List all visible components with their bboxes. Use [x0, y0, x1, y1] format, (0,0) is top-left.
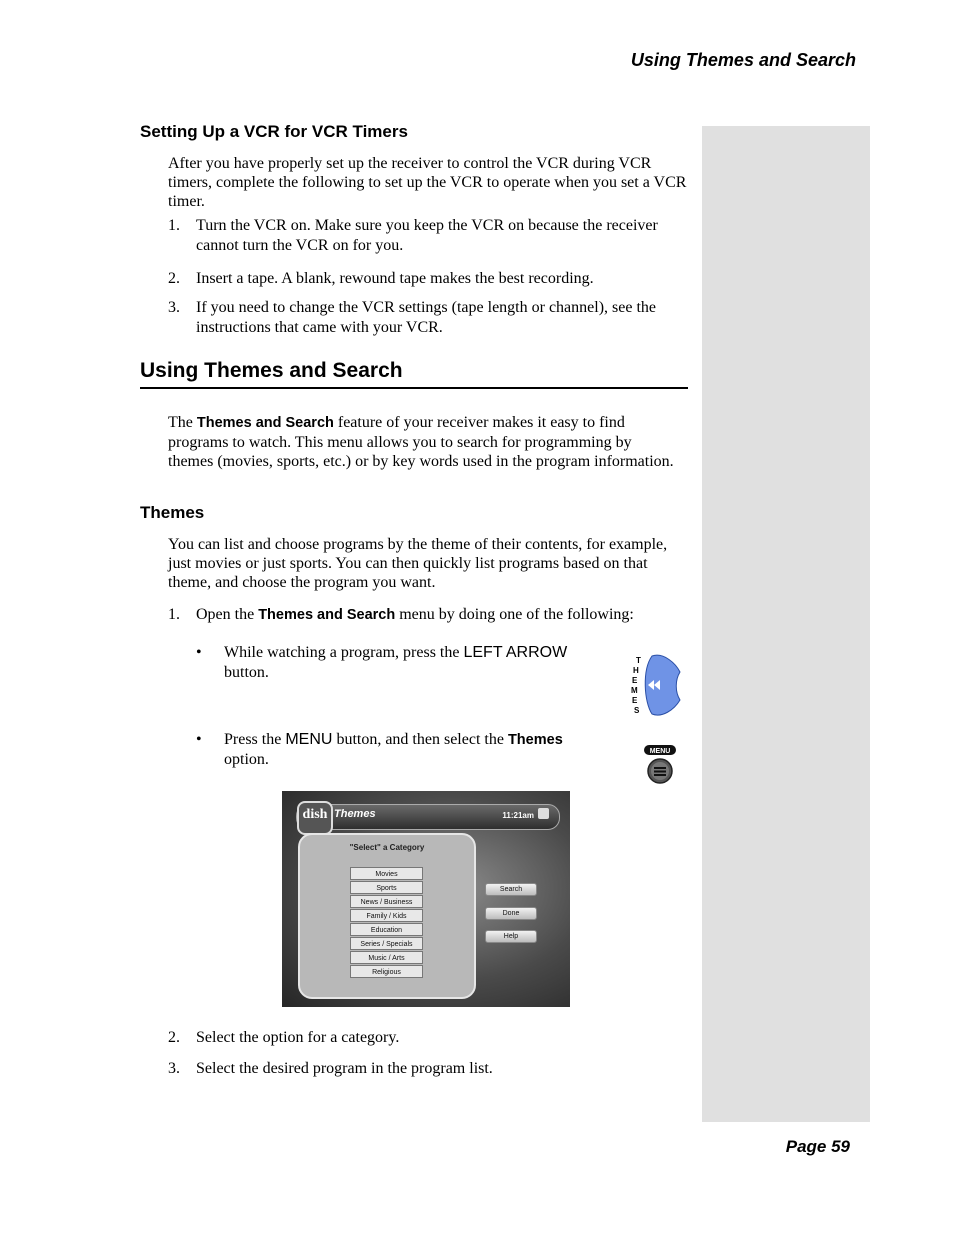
category-family-kids[interactable]: Family / Kids — [350, 909, 423, 922]
category-sports[interactable]: Sports — [350, 881, 423, 894]
section-intro: The Themes and Search feature of your receiver makes it easy to find programs to watch. This menu allows you to search for programming by themes (movies, sports, etc.) or by key words used in the program information. — [168, 414, 674, 470]
themes-intro: You can list and choose programs by the theme of their contents, for example, just movies or just sports. You can then quickly list programs based on that theme, and choose the program you want. — [168, 536, 668, 591]
step-number: 1. — [168, 217, 180, 234]
margin-sidebar — [702, 126, 870, 1122]
section-rule — [140, 387, 688, 389]
vcr-heading: Setting Up a VCR for VCR Timers — [140, 122, 408, 141]
help-button[interactable]: Help — [485, 930, 537, 943]
step-text: Select the option for a category. — [196, 1029, 400, 1046]
themes-menu-screenshot — [282, 791, 570, 1007]
bullet-text: Press the MENU button, and then select the Themes option. — [224, 731, 563, 768]
step-number: 3. — [168, 1060, 180, 1077]
category-religious[interactable]: Religious — [350, 965, 423, 978]
category-prompt: "Select" a Category — [349, 843, 425, 852]
bullet-left-arrow — [196, 643, 596, 685]
category-news-business[interactable]: News / Business — [350, 895, 423, 908]
step-number: 2. — [168, 1029, 180, 1046]
vcr-step-2 — [168, 269, 688, 291]
screen-time: 11:21am — [502, 811, 534, 820]
step-text: Open the Themes and Search menu by doing one of the following: — [196, 606, 634, 623]
category-panel — [298, 833, 476, 999]
key-name: MENU — [285, 731, 333, 748]
category-movies[interactable]: Movies — [350, 867, 423, 880]
done-button[interactable]: Done — [485, 907, 537, 920]
section-heading: Using Themes and Search — [140, 359, 403, 382]
category-education[interactable]: Education — [350, 923, 423, 936]
bullet-text: While watching a program, press the LEFT ARROW button. — [224, 644, 568, 681]
bold-term: Themes and Search — [258, 607, 396, 623]
svg-text:M: M — [631, 686, 638, 695]
category-music-arts[interactable]: Music / Arts — [350, 951, 423, 964]
step-number: 2. — [168, 270, 180, 287]
step-text: If you need to change the VCR settings (tape length or channel), see the instructions that came with your VCR. — [196, 299, 657, 336]
themes-step-2 — [168, 1028, 688, 1050]
svg-text:E: E — [632, 676, 638, 685]
key-name: LEFT ARROW — [463, 644, 568, 661]
bold-term: Themes — [507, 732, 563, 748]
tv-icon — [538, 808, 549, 819]
svg-text:H: H — [633, 666, 639, 675]
menu-remote-button-icon — [640, 742, 680, 788]
bullet-menu — [196, 730, 596, 772]
category-series-specials[interactable]: Series / Specials — [350, 937, 423, 950]
step-number: 3. — [168, 299, 180, 316]
themes-heading: Themes — [140, 503, 205, 522]
svg-text:T: T — [636, 656, 641, 665]
bold-term: Themes and Search — [196, 415, 334, 431]
running-header: Using Themes and Search — [630, 50, 856, 70]
page-number: Page 59 — [785, 1137, 850, 1156]
screen-title: Themes — [334, 808, 376, 820]
svg-text:E: E — [632, 696, 638, 705]
vcr-step-1 — [168, 216, 688, 258]
bullet-mark: • — [196, 644, 202, 661]
step-text: Insert a tape. A blank, rewound tape makes the best recording. — [196, 270, 594, 287]
themes-step-1 — [168, 605, 688, 627]
themes-step-3 — [168, 1059, 688, 1081]
bullet-mark: • — [196, 731, 202, 748]
step-text: Turn the VCR on. Make sure you keep the VCR on because the receiver cannot turn the VCR on for you. — [196, 217, 658, 254]
vcr-intro: After you have properly set up the receiver to control the VCR during VCR timers, complete the following to set up the VCR to operate when you set a VCR timer. — [168, 155, 687, 210]
vcr-step-3 — [168, 298, 688, 340]
search-button[interactable]: Search — [485, 883, 537, 896]
left-arrow-remote-button-icon — [630, 652, 682, 718]
svg-text:S: S — [634, 706, 640, 715]
step-text: Select the desired program in the program list. — [196, 1060, 493, 1077]
menu-label: MENU — [649, 748, 671, 755]
step-number: 1. — [168, 606, 180, 623]
dish-logo: dish — [297, 801, 333, 835]
